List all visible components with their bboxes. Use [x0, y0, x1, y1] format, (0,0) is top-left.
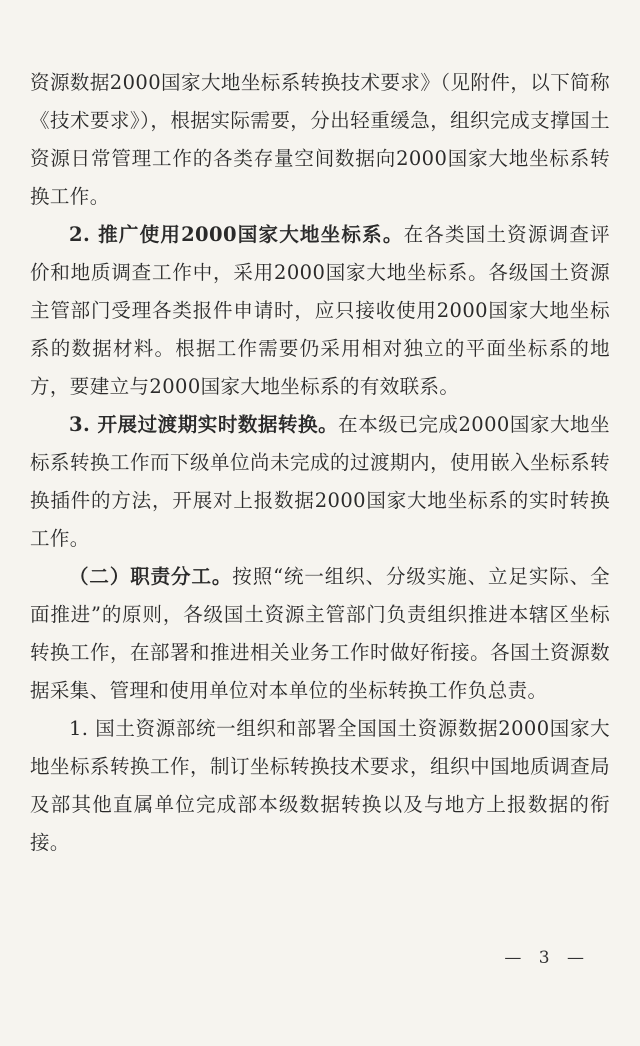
paragraph-text: 在各类国土资源调查评价和地质调查工作中，采用2000国家大地坐标系。各级国土资源主管部门受理各类报件申请时，应只接收使用2000国家大地坐标系的数据材料。根据工作需要仍采用相对独立的平面坐标系的地方，要建立与2000国家大地坐标系的有效联系。 — [30, 223, 610, 398]
paragraph-text: 按照“统一组织、分级实施、立足实际、全面推进”的原则，各级国土资源主管部门负责组织推进本辖区坐标转换工作，在部署和推进相关业务工作时做好衔接。各国土资源数据采集、管理和使用单位对本单位的坐标转换工作负总责。 — [30, 565, 611, 702]
paragraph-transition-conversion — [30, 406, 610, 558]
paragraph-ministry-duties — [30, 710, 610, 862]
page-number: — 3 — — [504, 948, 590, 968]
paragraph-responsibilities — [30, 558, 610, 710]
paragraph-text: 在本级已完成2000国家大地坐标系转换工作而下级单位尚未完成的过渡期内，使用嵌入坐标系转换插件的方法，开展对上报数据2000国家大地坐标系的实时转换工作。 — [30, 413, 610, 550]
paragraph-text: 1. 国土资源部统一组织和部署全国国土资源数据2000国家大地坐标系转换工作，制订坐标转换技术要求，组织中国地质调查局及部其他直属单位完成部本级数据转换以及与地方上报数据的衔接。 — [30, 717, 610, 854]
paragraph-heading: 2. 推广使用2000国家大地坐标系。 — [69, 223, 404, 246]
paragraph-heading: 3. 开展过渡期实时数据转换。 — [69, 413, 339, 436]
paragraph-promote-cgcs2000 — [30, 216, 610, 406]
paragraph-text: 资源数据2000国家大地坐标系转换技术要求》（见附件，以下简称《技术要求》），根据实际需要，分出轻重缓急，组织完成支撑国土资源日常管理工作的各类存量空间数据向2000国家大地坐标系转换工作。 — [30, 71, 610, 208]
paragraph-heading: （二）职责分工。 — [69, 565, 233, 588]
paragraph-continuation — [30, 64, 610, 216]
